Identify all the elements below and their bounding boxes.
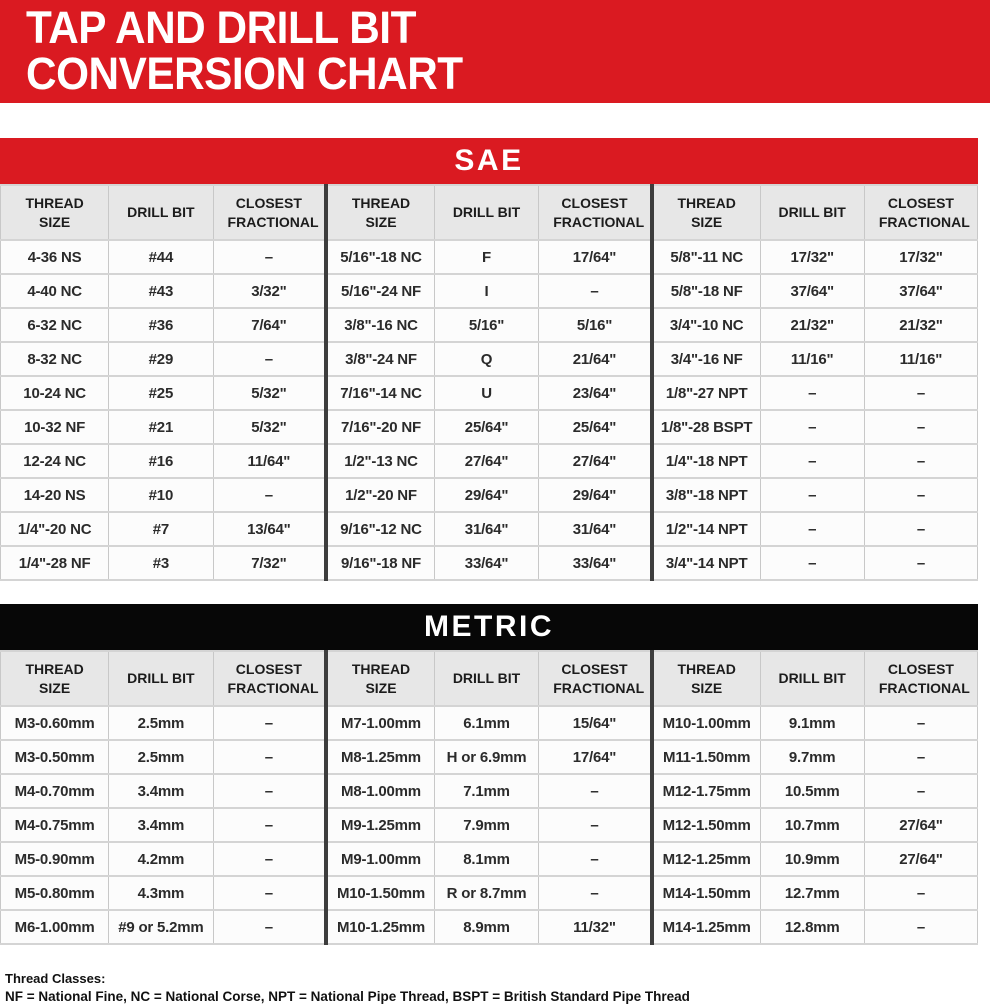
table-cell: 1/2"-13 NC	[326, 444, 434, 478]
table-cell: M10-1.50mm	[326, 876, 434, 910]
table-cell: –	[864, 410, 977, 444]
column-header: DRILL BIT	[760, 185, 864, 240]
table-row	[1, 842, 978, 876]
table-row	[1, 478, 978, 512]
table-cell: –	[760, 376, 864, 410]
table-cell: –	[539, 774, 652, 808]
table-cell: 2.5mm	[109, 740, 213, 774]
title-line-1: TAP AND DRILL BIT	[26, 2, 416, 53]
spacer	[0, 581, 990, 604]
table-cell: 11/64"	[213, 444, 326, 478]
table-cell: –	[213, 706, 326, 740]
table-cell: 27/64"	[434, 444, 538, 478]
table-cell: M5-0.80mm	[1, 876, 109, 910]
table-cell: 3/4"-14 NPT	[652, 546, 760, 580]
table-cell: 1/4"-18 NPT	[652, 444, 760, 478]
table-cell: #43	[109, 274, 213, 308]
table-cell: –	[760, 478, 864, 512]
column-header: THREAD SIZE	[652, 651, 760, 706]
table-cell: –	[539, 842, 652, 876]
table-cell: 1/2"-20 NF	[326, 478, 434, 512]
table-cell: 3.4mm	[109, 808, 213, 842]
table-cell: 10.5mm	[760, 774, 864, 808]
table-cell: 6-32 NC	[1, 308, 109, 342]
table-cell: #29	[109, 342, 213, 376]
table-cell: 17/64"	[539, 240, 652, 274]
table-row	[1, 876, 978, 910]
column-header: THREAD SIZE	[652, 185, 760, 240]
table-cell: 1/8"-28 BSPT	[652, 410, 760, 444]
table-cell: 7.1mm	[434, 774, 538, 808]
table-cell: 27/64"	[864, 808, 977, 842]
column-header: THREAD SIZE	[326, 185, 434, 240]
table-cell: 12.8mm	[760, 910, 864, 944]
table-cell: M9-1.00mm	[326, 842, 434, 876]
column-header: CLOSEST FRACTIONAL	[864, 651, 977, 706]
table-row	[1, 774, 978, 808]
column-header: DRILL BIT	[760, 651, 864, 706]
table-cell: F	[434, 240, 538, 274]
column-header: THREAD SIZE	[1, 185, 109, 240]
table-cell: 1/8"-27 NPT	[652, 376, 760, 410]
table-cell: M4-0.75mm	[1, 808, 109, 842]
column-header: THREAD SIZE	[1, 651, 109, 706]
table-cell: 37/64"	[760, 274, 864, 308]
table-cell: 15/64"	[539, 706, 652, 740]
table-cell: 33/64"	[539, 546, 652, 580]
footnote-heading: Thread Classes:	[5, 971, 106, 986]
table-cell: #7	[109, 512, 213, 546]
column-header: CLOSEST FRACTIONAL	[539, 185, 652, 240]
table-cell: 25/64"	[434, 410, 538, 444]
column-header: THREAD SIZE	[326, 651, 434, 706]
table-cell: Q	[434, 342, 538, 376]
table-cell: M12-1.75mm	[652, 774, 760, 808]
table-row	[1, 740, 978, 774]
table-cell: –	[760, 512, 864, 546]
sae-section	[0, 138, 978, 581]
table-cell: 9/16"-18 NF	[326, 546, 434, 580]
table-cell: 4.3mm	[109, 876, 213, 910]
footnote-text: NF = National Fine, NC = National Corse, NPT = National Pipe Thread, BSPT = British Standard Pipe Thread	[5, 989, 690, 1004]
table-cell: M10-1.25mm	[326, 910, 434, 944]
table-cell: –	[864, 512, 977, 546]
table-cell: 10.7mm	[760, 808, 864, 842]
table-row	[1, 706, 978, 740]
sae-table	[0, 184, 978, 581]
table-cell: 21/64"	[539, 342, 652, 376]
table-cell: –	[864, 706, 977, 740]
table-cell: #21	[109, 410, 213, 444]
table-cell: 9.1mm	[760, 706, 864, 740]
table-row	[1, 808, 978, 842]
table-cell: 7/16"-14 NC	[326, 376, 434, 410]
table-row	[1, 910, 978, 944]
table-cell: –	[213, 342, 326, 376]
table-cell: 17/64"	[539, 740, 652, 774]
table-cell: 7/32"	[213, 546, 326, 580]
table-cell: 9/16"-12 NC	[326, 512, 434, 546]
table-cell: 17/32"	[760, 240, 864, 274]
table-cell: 10-32 NF	[1, 410, 109, 444]
table-row	[1, 342, 978, 376]
table-cell: 4.2mm	[109, 842, 213, 876]
column-header: CLOSEST FRACTIONAL	[213, 185, 326, 240]
header-row	[1, 651, 978, 706]
spacer	[0, 103, 990, 138]
table-cell: #16	[109, 444, 213, 478]
table-cell: #25	[109, 376, 213, 410]
table-cell: 3/32"	[213, 274, 326, 308]
table-row	[1, 410, 978, 444]
table-cell: 29/64"	[539, 478, 652, 512]
table-cell: 5/16"-24 NF	[326, 274, 434, 308]
table-cell: –	[864, 444, 977, 478]
table-cell: H or 6.9mm	[434, 740, 538, 774]
table-cell: 3/8"-18 NPT	[652, 478, 760, 512]
footnote	[5, 971, 990, 1004]
table-cell: 11/16"	[864, 342, 977, 376]
table-cell: 17/32"	[864, 240, 977, 274]
table-cell: –	[213, 240, 326, 274]
table-cell: 25/64"	[539, 410, 652, 444]
table-cell: 1/4"-28 NF	[1, 546, 109, 580]
table-cell: –	[864, 774, 977, 808]
table-cell: 5/8"-11 NC	[652, 240, 760, 274]
table-cell: –	[213, 478, 326, 512]
table-cell: 12.7mm	[760, 876, 864, 910]
table-row	[1, 308, 978, 342]
table-cell: 4-40 NC	[1, 274, 109, 308]
table-row	[1, 376, 978, 410]
table-cell: 31/64"	[434, 512, 538, 546]
page-title	[0, 0, 990, 103]
table-cell: 6.1mm	[434, 706, 538, 740]
sae-band: SAE	[0, 138, 978, 184]
column-header: DRILL BIT	[109, 651, 213, 706]
table-cell: –	[760, 444, 864, 478]
column-header: CLOSEST FRACTIONAL	[864, 185, 977, 240]
table-row	[1, 546, 978, 580]
table-cell: 1/2"-14 NPT	[652, 512, 760, 546]
column-header: DRILL BIT	[434, 185, 538, 240]
table-cell: M3-0.50mm	[1, 740, 109, 774]
table-cell: #3	[109, 546, 213, 580]
table-cell: –	[864, 740, 977, 774]
table-cell: M3-0.60mm	[1, 706, 109, 740]
table-cell: –	[864, 876, 977, 910]
table-cell: 11/16"	[760, 342, 864, 376]
metric-section	[0, 604, 978, 945]
table-cell: I	[434, 274, 538, 308]
table-cell: 5/32"	[213, 410, 326, 444]
table-cell: 23/64"	[539, 376, 652, 410]
table-cell: –	[539, 808, 652, 842]
table-cell: –	[213, 808, 326, 842]
table-cell: 4-36 NS	[1, 240, 109, 274]
table-cell: #9 or 5.2mm	[109, 910, 213, 944]
table-cell: 7/64"	[213, 308, 326, 342]
table-cell: –	[213, 740, 326, 774]
table-cell: M14-1.25mm	[652, 910, 760, 944]
table-row	[1, 274, 978, 308]
table-cell: –	[213, 910, 326, 944]
table-cell: 10-24 NC	[1, 376, 109, 410]
table-cell: 12-24 NC	[1, 444, 109, 478]
metric-band: METRIC	[0, 604, 978, 650]
table-cell: #44	[109, 240, 213, 274]
table-cell: M12-1.25mm	[652, 842, 760, 876]
table-row	[1, 512, 978, 546]
table-cell: –	[213, 842, 326, 876]
table-cell: 31/64"	[539, 512, 652, 546]
table-cell: 9.7mm	[760, 740, 864, 774]
table-cell: –	[864, 546, 977, 580]
table-cell: 3/8"-24 NF	[326, 342, 434, 376]
table-cell: 21/32"	[760, 308, 864, 342]
metric-table	[0, 650, 978, 945]
table-row	[1, 240, 978, 274]
table-cell: 5/16"-18 NC	[326, 240, 434, 274]
table-cell: 21/32"	[864, 308, 977, 342]
table-cell: 3/4"-10 NC	[652, 308, 760, 342]
table-cell: –	[539, 274, 652, 308]
table-cell: 37/64"	[864, 274, 977, 308]
table-cell: –	[539, 876, 652, 910]
table-cell: –	[864, 478, 977, 512]
table-cell: 1/4"-20 NC	[1, 512, 109, 546]
table-cell: 5/32"	[213, 376, 326, 410]
table-cell: M9-1.25mm	[326, 808, 434, 842]
header-row	[1, 185, 978, 240]
table-cell: M4-0.70mm	[1, 774, 109, 808]
column-header: DRILL BIT	[109, 185, 213, 240]
table-cell: 8.1mm	[434, 842, 538, 876]
table-cell: 14-20 NS	[1, 478, 109, 512]
table-cell: 5/8"-18 NF	[652, 274, 760, 308]
table-cell: 2.5mm	[109, 706, 213, 740]
table-cell: –	[760, 410, 864, 444]
table-cell: U	[434, 376, 538, 410]
table-cell: M8-1.25mm	[326, 740, 434, 774]
table-cell: 3.4mm	[109, 774, 213, 808]
table-cell: –	[213, 876, 326, 910]
table-cell: #10	[109, 478, 213, 512]
table-cell: M14-1.50mm	[652, 876, 760, 910]
table-cell: #36	[109, 308, 213, 342]
table-cell: 8-32 NC	[1, 342, 109, 376]
table-cell: 13/64"	[213, 512, 326, 546]
table-cell: –	[760, 546, 864, 580]
table-cell: M6-1.00mm	[1, 910, 109, 944]
table-cell: M8-1.00mm	[326, 774, 434, 808]
table-cell: 7/16"-20 NF	[326, 410, 434, 444]
table-cell: R or 8.7mm	[434, 876, 538, 910]
title-line-2: CONVERSION CHART	[26, 48, 463, 100]
table-cell: 29/64"	[434, 478, 538, 512]
table-cell: M10-1.00mm	[652, 706, 760, 740]
table-cell: 8.9mm	[434, 910, 538, 944]
table-cell: 11/32"	[539, 910, 652, 944]
table-cell: M7-1.00mm	[326, 706, 434, 740]
table-cell: 27/64"	[539, 444, 652, 478]
table-cell: 3/4"-16 NF	[652, 342, 760, 376]
column-header: CLOSEST FRACTIONAL	[213, 651, 326, 706]
table-cell: –	[213, 774, 326, 808]
table-cell: 33/64"	[434, 546, 538, 580]
table-cell: M11-1.50mm	[652, 740, 760, 774]
table-cell: 7.9mm	[434, 808, 538, 842]
table-row	[1, 444, 978, 478]
table-cell: M12-1.50mm	[652, 808, 760, 842]
table-cell: 5/16"	[539, 308, 652, 342]
table-cell: 3/8"-16 NC	[326, 308, 434, 342]
table-cell: 27/64"	[864, 842, 977, 876]
table-cell: –	[864, 376, 977, 410]
column-header: CLOSEST FRACTIONAL	[539, 651, 652, 706]
table-cell: M5-0.90mm	[1, 842, 109, 876]
table-cell: 10.9mm	[760, 842, 864, 876]
table-cell: –	[864, 910, 977, 944]
column-header: DRILL BIT	[434, 651, 538, 706]
table-cell: 5/16"	[434, 308, 538, 342]
